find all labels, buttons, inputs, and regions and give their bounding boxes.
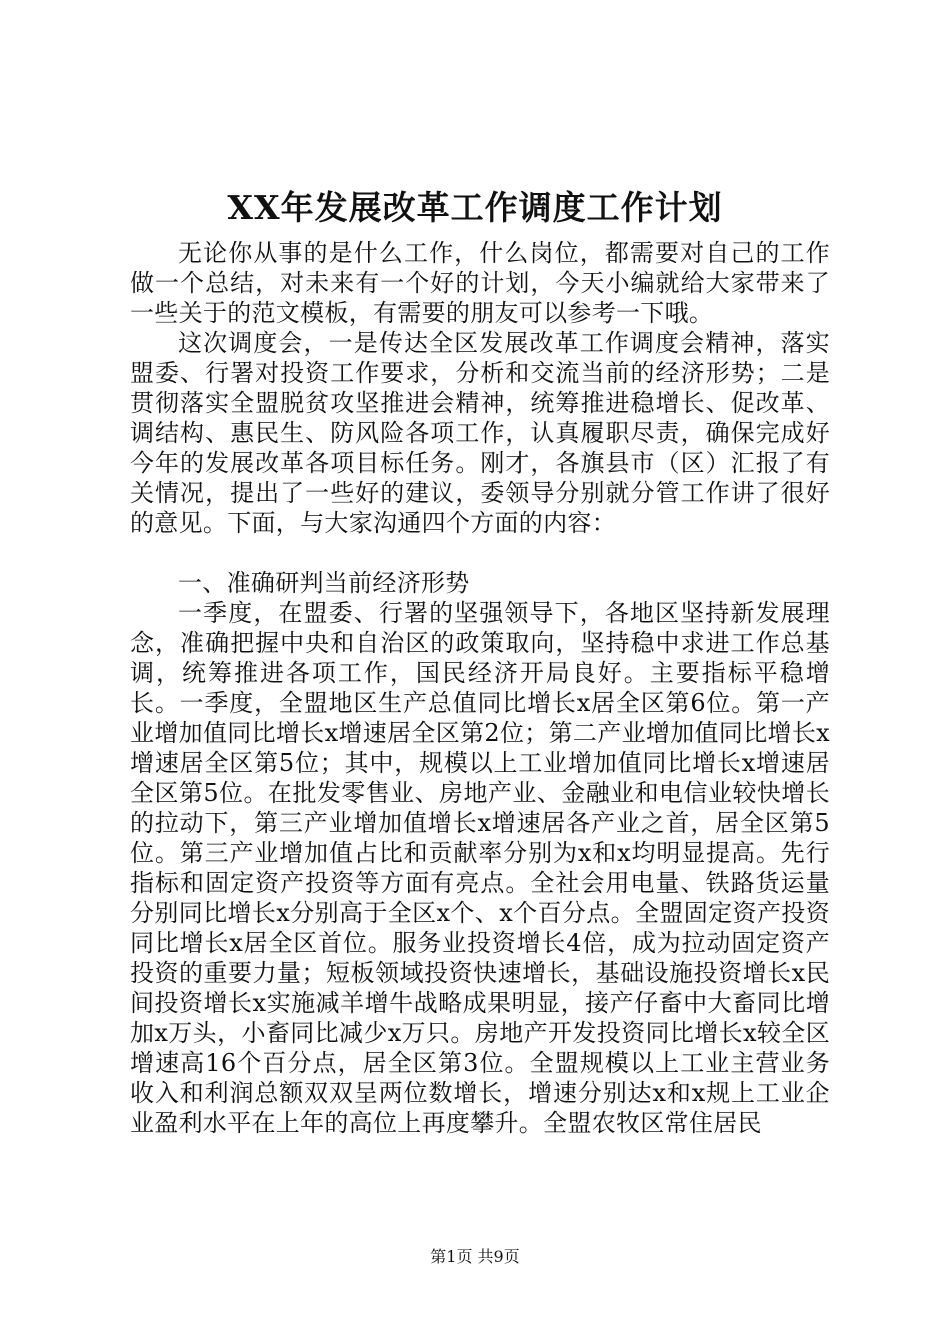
intro-paragraph: 无论你从事的是什么工作，什么岗位，都需要对自己的工作做一个总结，对未来有一个好的计划，今天小编就给大家带来了一些关于的范文模板，有需要的朋友可以参考一下哦。	[130, 239, 830, 327]
economy-paragraph: 一季度，在盟委、行署的坚强领导下，各地区坚持新发展理念，准确把握中央和自治区的政策取向，坚持稳中求进工作总基调，统筹推进各项工作，国民经济开局良好。主要指标平稳增长。一季度，全盟地区生产总值同比增长x居全区第6位。第一产业增加值同比增长x增速居全区第2位；第二产业增加值同比增长x增速居全区第5位；其中，规模以上工业增加值同比增长x增速居全区第5位。在批发零售业、房地产业、金融业和电信业较快增长的拉动下，第三产业增加值增长x增速居各产业之首，居全区第5位。第三产业增加值占比和贡献率分别为x和x均明显提高。先行指标和固定资产投资等方面有亮点。全社会用电量、铁路货运量分别同比增长x分别高于全区x个、x个百分点。全盟固定资产投资同比增长x居全区首位。服务业投资增长4倍，成为拉动固定资产投资的重要力量；短板领域投资快速增长，基础设施投资增长x民间投资增长x实施减羊增牛战略成果明显，接产仔畜中大畜同比增加x万头，小畜同比减少x万只。房地产开发投资同比增长x较全区增速高16个百分点，居全区第3位。全盟规模以上工业主营业务收入和利润总额双双呈两位数增长，增速分别达x和x规上工业企业盈利水平在上年的高位上再度攀升。全盟农牧区常住居民	[130, 599, 830, 1137]
document-body	[130, 238, 830, 1138]
page-footer: 第1页 共9页	[430, 1247, 520, 1266]
meeting-paragraph: 这次调度会，一是传达全区发展改革工作调度会精神，落实盟委、行署对投资工作要求，分析和交流当前的经济形势；二是贯彻落实全盟脱贫攻坚推进会精神，统筹推进稳增长、促改革、调结构、惠民生、防风险各项工作，认真履职尽责，确保完成好今年的发展改革各项目标任务。刚才，各旗县市（区）汇报了有关情况，提出了一些好的建议，委领导分别就分管工作讲了很好的意见。下面，与大家沟通四个方面的内容：	[130, 329, 830, 537]
section-heading: 一、准确研判当前经济形势	[178, 569, 470, 597]
document-title: XX年发展改革工作调度工作计划	[227, 188, 723, 227]
